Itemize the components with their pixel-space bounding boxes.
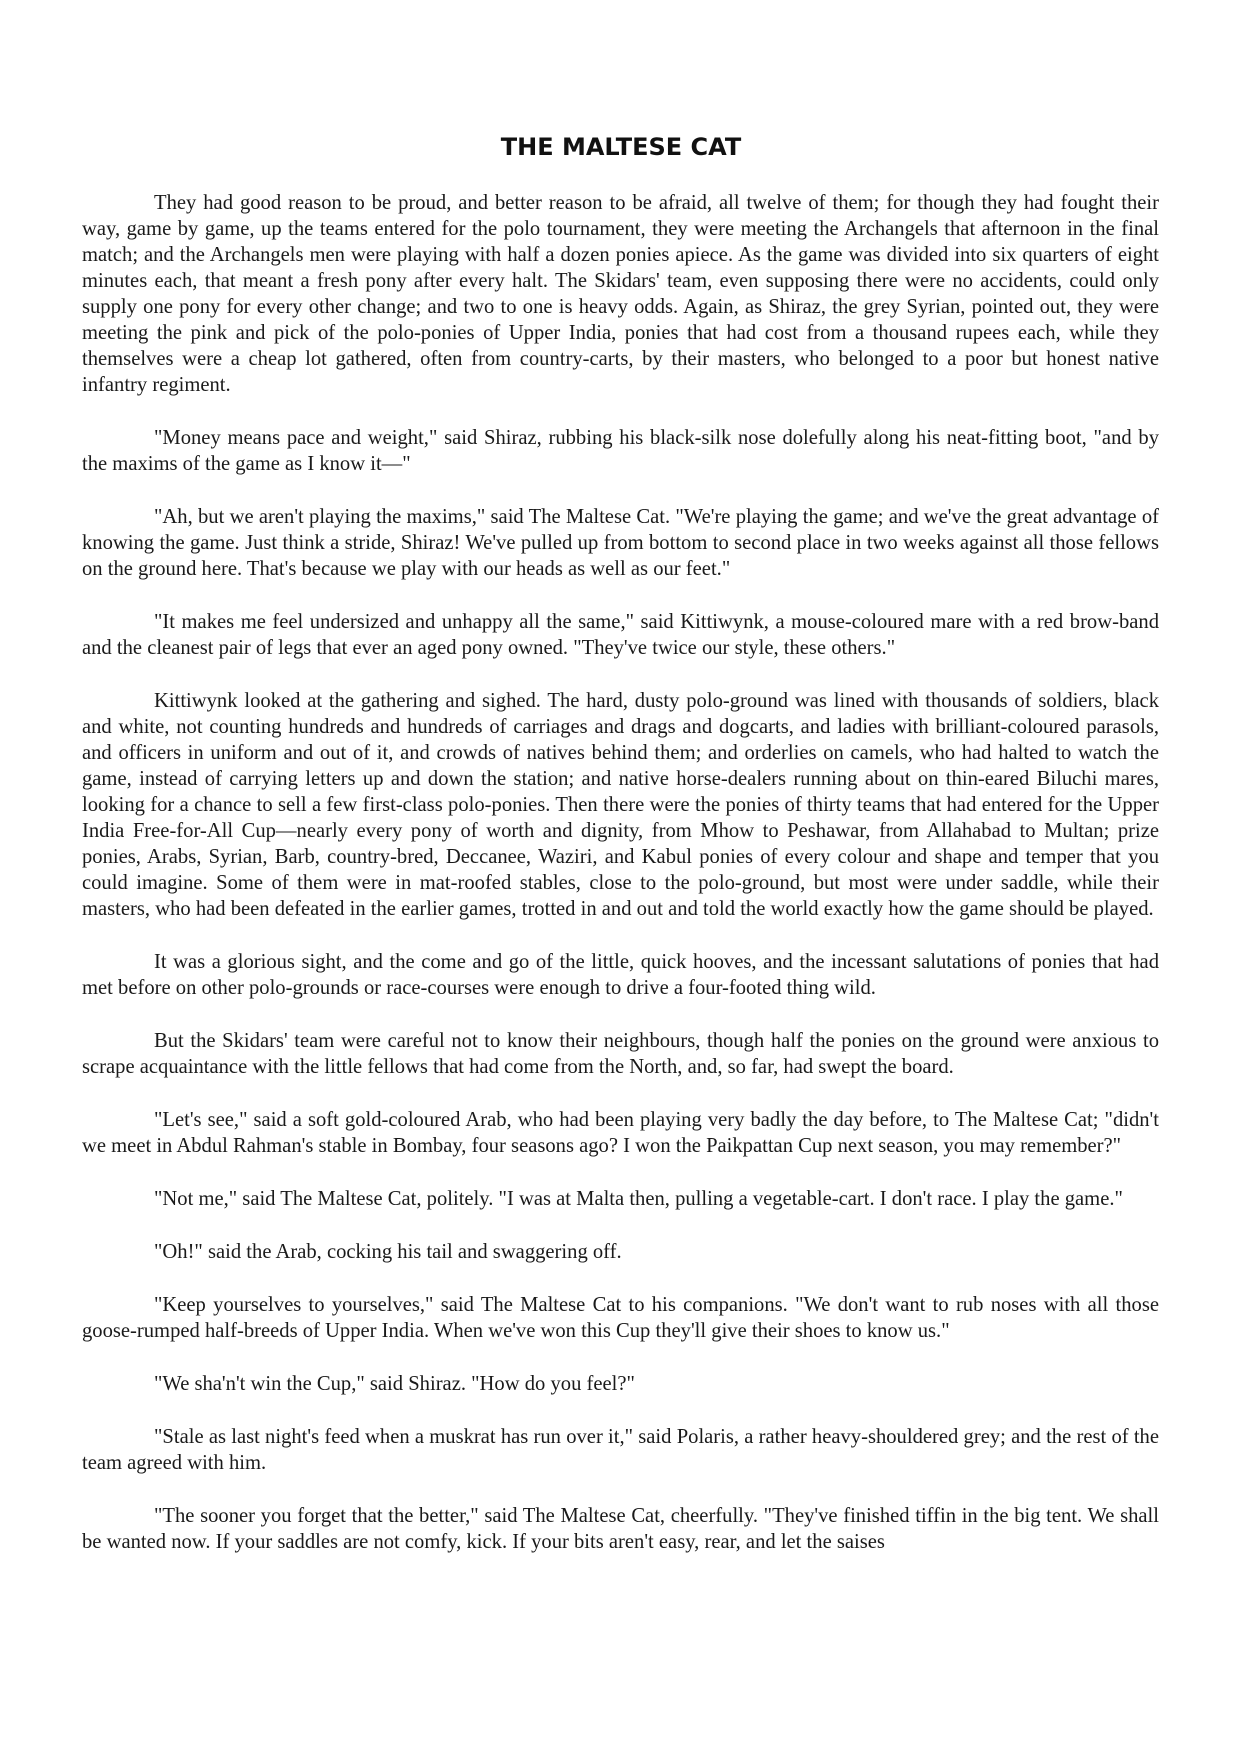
- paragraph: "The sooner you forget that the better," said The Maltese Cat, cheerfully. "They've finished tiffin in the big tent. We shall be wanted now. If your saddles are not comfy, kick. If your bits aren't easy, rear, and let the saises: [82, 1505, 1159, 1553]
- paragraph: "Ah, but we aren't playing the maxims," said The Maltese Cat. "We're playing the game; and we've the great advantage of knowing the game. Just think a stride, Shiraz! We've pulled up from bottom to second place in two weeks against all those fellows on the ground here. That's because we play with our heads as well as our feet.": [82, 506, 1159, 580]
- paragraph: It was a glorious sight, and the come and go of the little, quick hooves, and the incessant salutations of ponies that had met before on other polo-grounds or race-courses were enough to drive a four-footed thing wild.: [82, 951, 1159, 999]
- paragraph: "It makes me feel undersized and unhappy all the same," said Kittiwynk, a mouse-coloured mare with a red brow-band and the cleanest pair of legs that ever an aged pony owned. "They've twice our style, these others.": [82, 611, 1159, 659]
- paragraph: "Let's see," said a soft gold-coloured Arab, who had been playing very badly the day before, to The Maltese Cat; "didn't we meet in Abdul Rahman's stable in Bombay, four seasons ago? I won the Paikpattan Cup next season, you may remember?": [82, 1109, 1159, 1157]
- paragraph: "Not me," said The Maltese Cat, politely. "I was at Malta then, pulling a vegetable-cart. I don't race. I play the game.": [154, 1188, 1123, 1210]
- paragraph: "We sha'n't win the Cup," said Shiraz. "How do you feel?": [154, 1373, 635, 1395]
- paragraph: "Oh!" said the Arab, cocking his tail and swaggering off.: [154, 1241, 622, 1263]
- paragraph: "Keep yourselves to yourselves," said The Maltese Cat to his companions. "We don't want to rub noses with all those goose-rumped half-breeds of Upper India. When we've won this Cup they'll give their shoes to know us.": [82, 1294, 1159, 1342]
- paragraph: "Stale as last night's feed when a muskrat has run over it," said Polaris, a rather heavy-shouldered grey; and the rest of the team agreed with him.: [82, 1426, 1159, 1474]
- paragraph: "Money means pace and weight," said Shiraz, rubbing his black-silk nose dolefully along his neat-fitting boot, "and by the maxims of the game as I know it—": [82, 427, 1159, 475]
- document-body: [82, 190, 1159, 1582]
- paragraph: Kittiwynk looked at the gathering and sighed. The hard, dusty polo-ground was lined with thousands of soldiers, black and white, not counting hundreds and hundreds of carriages and drags and dogcarts, and ladies with brilliant-coloured parasols, and officers in uniform and out of it, and crowds of natives behind them; and orderlies on camels, who had halted to watch the game, instead of carrying letters up and down the station; and native horse-dealers running about on thin-eared Biluchi mares, looking for a chance to sell a few first-class polo-ponies. Then there were the ponies of thirty teams that had entered for the Upper India Free-for-All Cup—nearly every pony of worth and dignity, from Mhow to Peshawar, from Allahabad to Multan; prize ponies, Arabs, Syrian, Barb, country-bred, Deccanee, Waziri, and Kabul ponies of every colour and shape and temper that you could imagine. Some of them were in mat-roofed stables, close to the polo-ground, but most were under saddle, while their masters, who had been defeated in the earlier games, trotted in and out and told the world exactly how the game should be played.: [82, 690, 1159, 920]
- document-title: THE MALTESE CAT: [500, 133, 742, 161]
- paragraph: But the Skidars' team were careful not to know their neighbours, though half the ponies on the ground were anxious to scrape acquaintance with the little fellows that had come from the North, and, so far, had swept the board.: [82, 1030, 1159, 1078]
- paragraph: They had good reason to be proud, and better reason to be afraid, all twelve of them; for though they had fought their way, game by game, up the teams entered for the polo tournament, they were meeting the Archangels that afternoon in the final match; and the Archangels men were playing with half a dozen ponies apiece. As the game was divided into six quarters of eight minutes each, that meant a fresh pony after every halt. The Skidars' team, even supposing there were no accidents, could only supply one pony for every other change; and two to one is heavy odds. Again, as Shiraz, the grey Syrian, pointed out, they were meeting the pink and pick of the polo-ponies of Upper India, ponies that had cost from a thousand rupees each, while they themselves were a cheap lot gathered, often from country-carts, by their masters, who belonged to a poor but honest native infantry regiment.: [82, 192, 1159, 396]
